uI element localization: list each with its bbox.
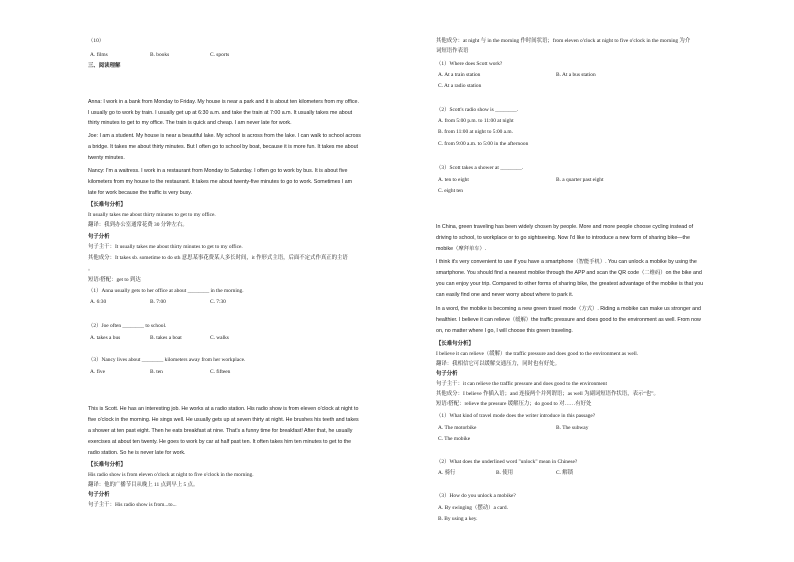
q10-option-b: B. books (150, 52, 170, 58)
analysis-line: 翻译：我相信它可以缓解交通压力，同时也有好处。 (436, 361, 560, 367)
r-q3-option-b: B. a quarter past eight (556, 177, 604, 183)
analysis-line: His radio show is from eleven o'clock at night to five o'clock in the morning. (88, 472, 254, 478)
analysis-line: 短语/搭配：relieve the pressure 缓解压力；do good to 对……有好处 (436, 401, 592, 407)
passage-line: Joe: I am a student. My house is near a beautiful lake. My school is across from the lake. I can walk to school across (88, 133, 361, 139)
q3-option-c: C. fifteen (210, 369, 231, 375)
passage-line: on, no matter where I go, I will choose this green traveling. (436, 328, 573, 334)
analysis-line: 句子分析 (436, 371, 458, 377)
analysis-line: I believe it can relieve（缓解）the traffic pressure and does good to the environment as well. (436, 351, 639, 357)
r-q1-option-c: C. At a radio station (438, 83, 482, 89)
r-q2-option-b: B. from 11:00 at night to 5:00 a.m. (438, 129, 513, 135)
analysis-line: 短语/搭配：get to 到达 (88, 277, 141, 283)
analysis-line: 词短语作表语 (436, 48, 469, 54)
analysis-line: 句子主干：it can relieve the traffic pressure and does good to the environment (436, 381, 608, 387)
passage-line: radio station. So he is never late for work. (88, 450, 186, 456)
r-q3-option-a: A. ten to eight (438, 177, 469, 183)
analysis-line: 句子主干：It usually takes me about thirty minutes to get to my office. (88, 244, 243, 250)
q2-option-a: A. takes a bus (90, 335, 121, 341)
passage-line: healthier. I believe it can relieve（缓解）the traffic pressure and does good to the environment as well. From now (436, 317, 701, 323)
passage-line: In a word, the mobike is becoming a new green travel mode（方式）. Riding a mobike can make us stronger and (436, 306, 701, 312)
r-q6-option-b: B. By using a key. (438, 516, 478, 522)
r-q3-option-c: C. eight ten (438, 188, 464, 194)
q1-option-c: C. 7:30 (210, 299, 226, 305)
analysis-line: 句子分析 (88, 234, 110, 240)
passage-line: a bridge. It takes me about thirty minutes. But I often go to school by boat, because it is more fun. It takes me about (88, 144, 358, 150)
question-2-stem: （2）Scott's radio show is ________. (436, 107, 518, 113)
passage-line: smartphone. You should find a nearest mobike through the APP and scan the QR code（二维码）on the bike and (436, 270, 702, 276)
q3-option-b: B. ten (150, 369, 163, 375)
passage-line: This is Scott. He has an interesting job. He works at a radio station. His radio show is from eleven o'clock at night to (88, 406, 359, 412)
r-q4-option-b: B. The subway (556, 425, 589, 431)
question-3-stem: （3）Nancy lives about ________ kilometers away from her workplace. (88, 357, 246, 363)
q10-option-c: C. sports (210, 52, 230, 58)
r-q5-option-c: C. 解锁 (556, 470, 574, 476)
passage-line: twenty minutes. (88, 155, 125, 161)
question-5-stem: （2）What does the underlined word "unlock" mean in Chinese? (436, 459, 578, 465)
r-q4-option-a: A. The motorbike (438, 425, 477, 431)
analysis-line: 句子分析 (88, 492, 110, 498)
passage-line: a shower at ten past eight. Then he eats breakfast at nine. That's a funny time for breakfast! After that, he usually (88, 428, 353, 434)
analysis-line: 翻译：他的广播节目从晚上 11 点到早上 5 点。 (88, 482, 199, 488)
analysis-line: 句子主干：His radio show is from...to... (88, 502, 177, 508)
q10-label: （10） (88, 38, 105, 44)
r-q1-option-b: B. At a bus station (556, 72, 596, 78)
passage-line: late for work because the traffic is very busy. (88, 190, 193, 196)
passage-line: kilometers from my house to the restaurant. It takes me about twenty-five minutes to go to work. Sometimes I am (88, 179, 353, 185)
q1-option-a: A. 6:30 (90, 299, 107, 305)
passage-line: thirty minutes to get to my office. The train is quick and cheap. I am never late for work. (88, 120, 292, 126)
analysis-line: It usually takes me about thirty minutes to get to my office. (88, 212, 216, 218)
passage-line: five o'clock in the morning. He sings well. He usually gets up at seven thirty at night. He brushes his teeth and takes (88, 417, 359, 423)
analysis-heading: 【长难句分析】 (88, 202, 126, 208)
r-q6-option-a: A. By swinging（摆动）a card. (438, 505, 508, 511)
r-q1-option-a: A. At a train station (438, 72, 481, 78)
passage-line: In China, green traveling has been widely chosen by people. More and more people choose cycling instead of (436, 224, 694, 230)
passage-line: you can enjoy your trip. Compared to other forms of sharing bike, the greatest advantage of the mobike is that you (436, 281, 704, 287)
q10-option-a: A. films (90, 52, 108, 58)
passage-line: can easily find one and never worry about where to park it. (436, 292, 574, 298)
passage-line: exercises at about ten twenty. He goes to work by car at half past ten. It often takes him ten minutes to get to the (88, 439, 352, 445)
analysis-line: 。 (88, 266, 94, 272)
passage-line: I think it's very convenient to use if you have a smartphone（智能手机）. You can unlock a mobike by using the (436, 259, 697, 265)
q1-option-b: B. 7:00 (150, 299, 166, 305)
passage-line: I usually go to work by train. I usually get up at 6:30 a.m. and take the train at 7:00 a.m. It usually takes me about (88, 110, 353, 116)
analysis-line: 其他成分：It takes sb. sometime to do sth 意思某事花费某人多长时间，it 作形式主语，后面不定式作真正的主语 (88, 255, 348, 261)
r-q4-option-c: C. The mobike (438, 436, 471, 442)
analysis-line: 其他成分：at night 与 in the morning 作时间状语；from eleven o'clock at night to five o'clock in the morning 为介 (436, 38, 691, 44)
analysis-heading: 【长难句分析】 (436, 341, 474, 347)
question-1-stem: （1）Where does Scott work? (436, 61, 503, 67)
passage-line: Nancy: I'm a waitress. I work in a restaurant from Monday to Saturday. I often go to work by bus. It is about five (88, 168, 348, 174)
r-q2-option-a: A. from 5:00 p.m. to 11:00 at night (438, 118, 514, 124)
q3-option-a: A. five (90, 369, 105, 375)
question-4-stem: （1）What kind of travel mode does the writer introduce in this passage? (436, 413, 596, 419)
r-q5-option-b: B. 使用 (496, 470, 514, 476)
r-q5-option-a: A. 骑行 (438, 470, 456, 476)
question-6-stem: （3）How do you unlock a mobike? (436, 493, 516, 499)
passage-line: driving to school, to workplace or to go sightseeing. Now I'd like to introduce a new form of sharing bike—the (436, 235, 690, 241)
analysis-heading: 【长难句分析】 (88, 462, 126, 468)
q2-option-b: B. takes a boat (150, 335, 182, 341)
analysis-line: 翻译：我到办公室通常花费 30 分钟左右。 (88, 222, 188, 228)
section-title: 三、阅读理解 (88, 63, 121, 69)
passage-line: mobike（摩拜单车）. (436, 246, 487, 252)
r-q2-option-c: C. from 9:00 a.m. to 5:00 in the afternoon (438, 141, 529, 147)
question-1-stem: （1）Anna usually gets to her office at about ________ in the morning. (88, 288, 244, 294)
question-3-stem: （3）Scott takes a shower at ________. (436, 165, 524, 171)
q2-option-c: C. walks (210, 335, 229, 341)
question-2-stem: （2）Joe often ________ to school. (88, 323, 167, 329)
passage-line: Anna: I work in a bank from Monday to Friday. My house is near a park and it is about ten kilometers from my office. (88, 99, 359, 105)
analysis-line: 其他成分：I believe 作插入语；and 连接两个并列谓语；as well 为副词短语作状语，表示“也”。 (436, 391, 659, 397)
